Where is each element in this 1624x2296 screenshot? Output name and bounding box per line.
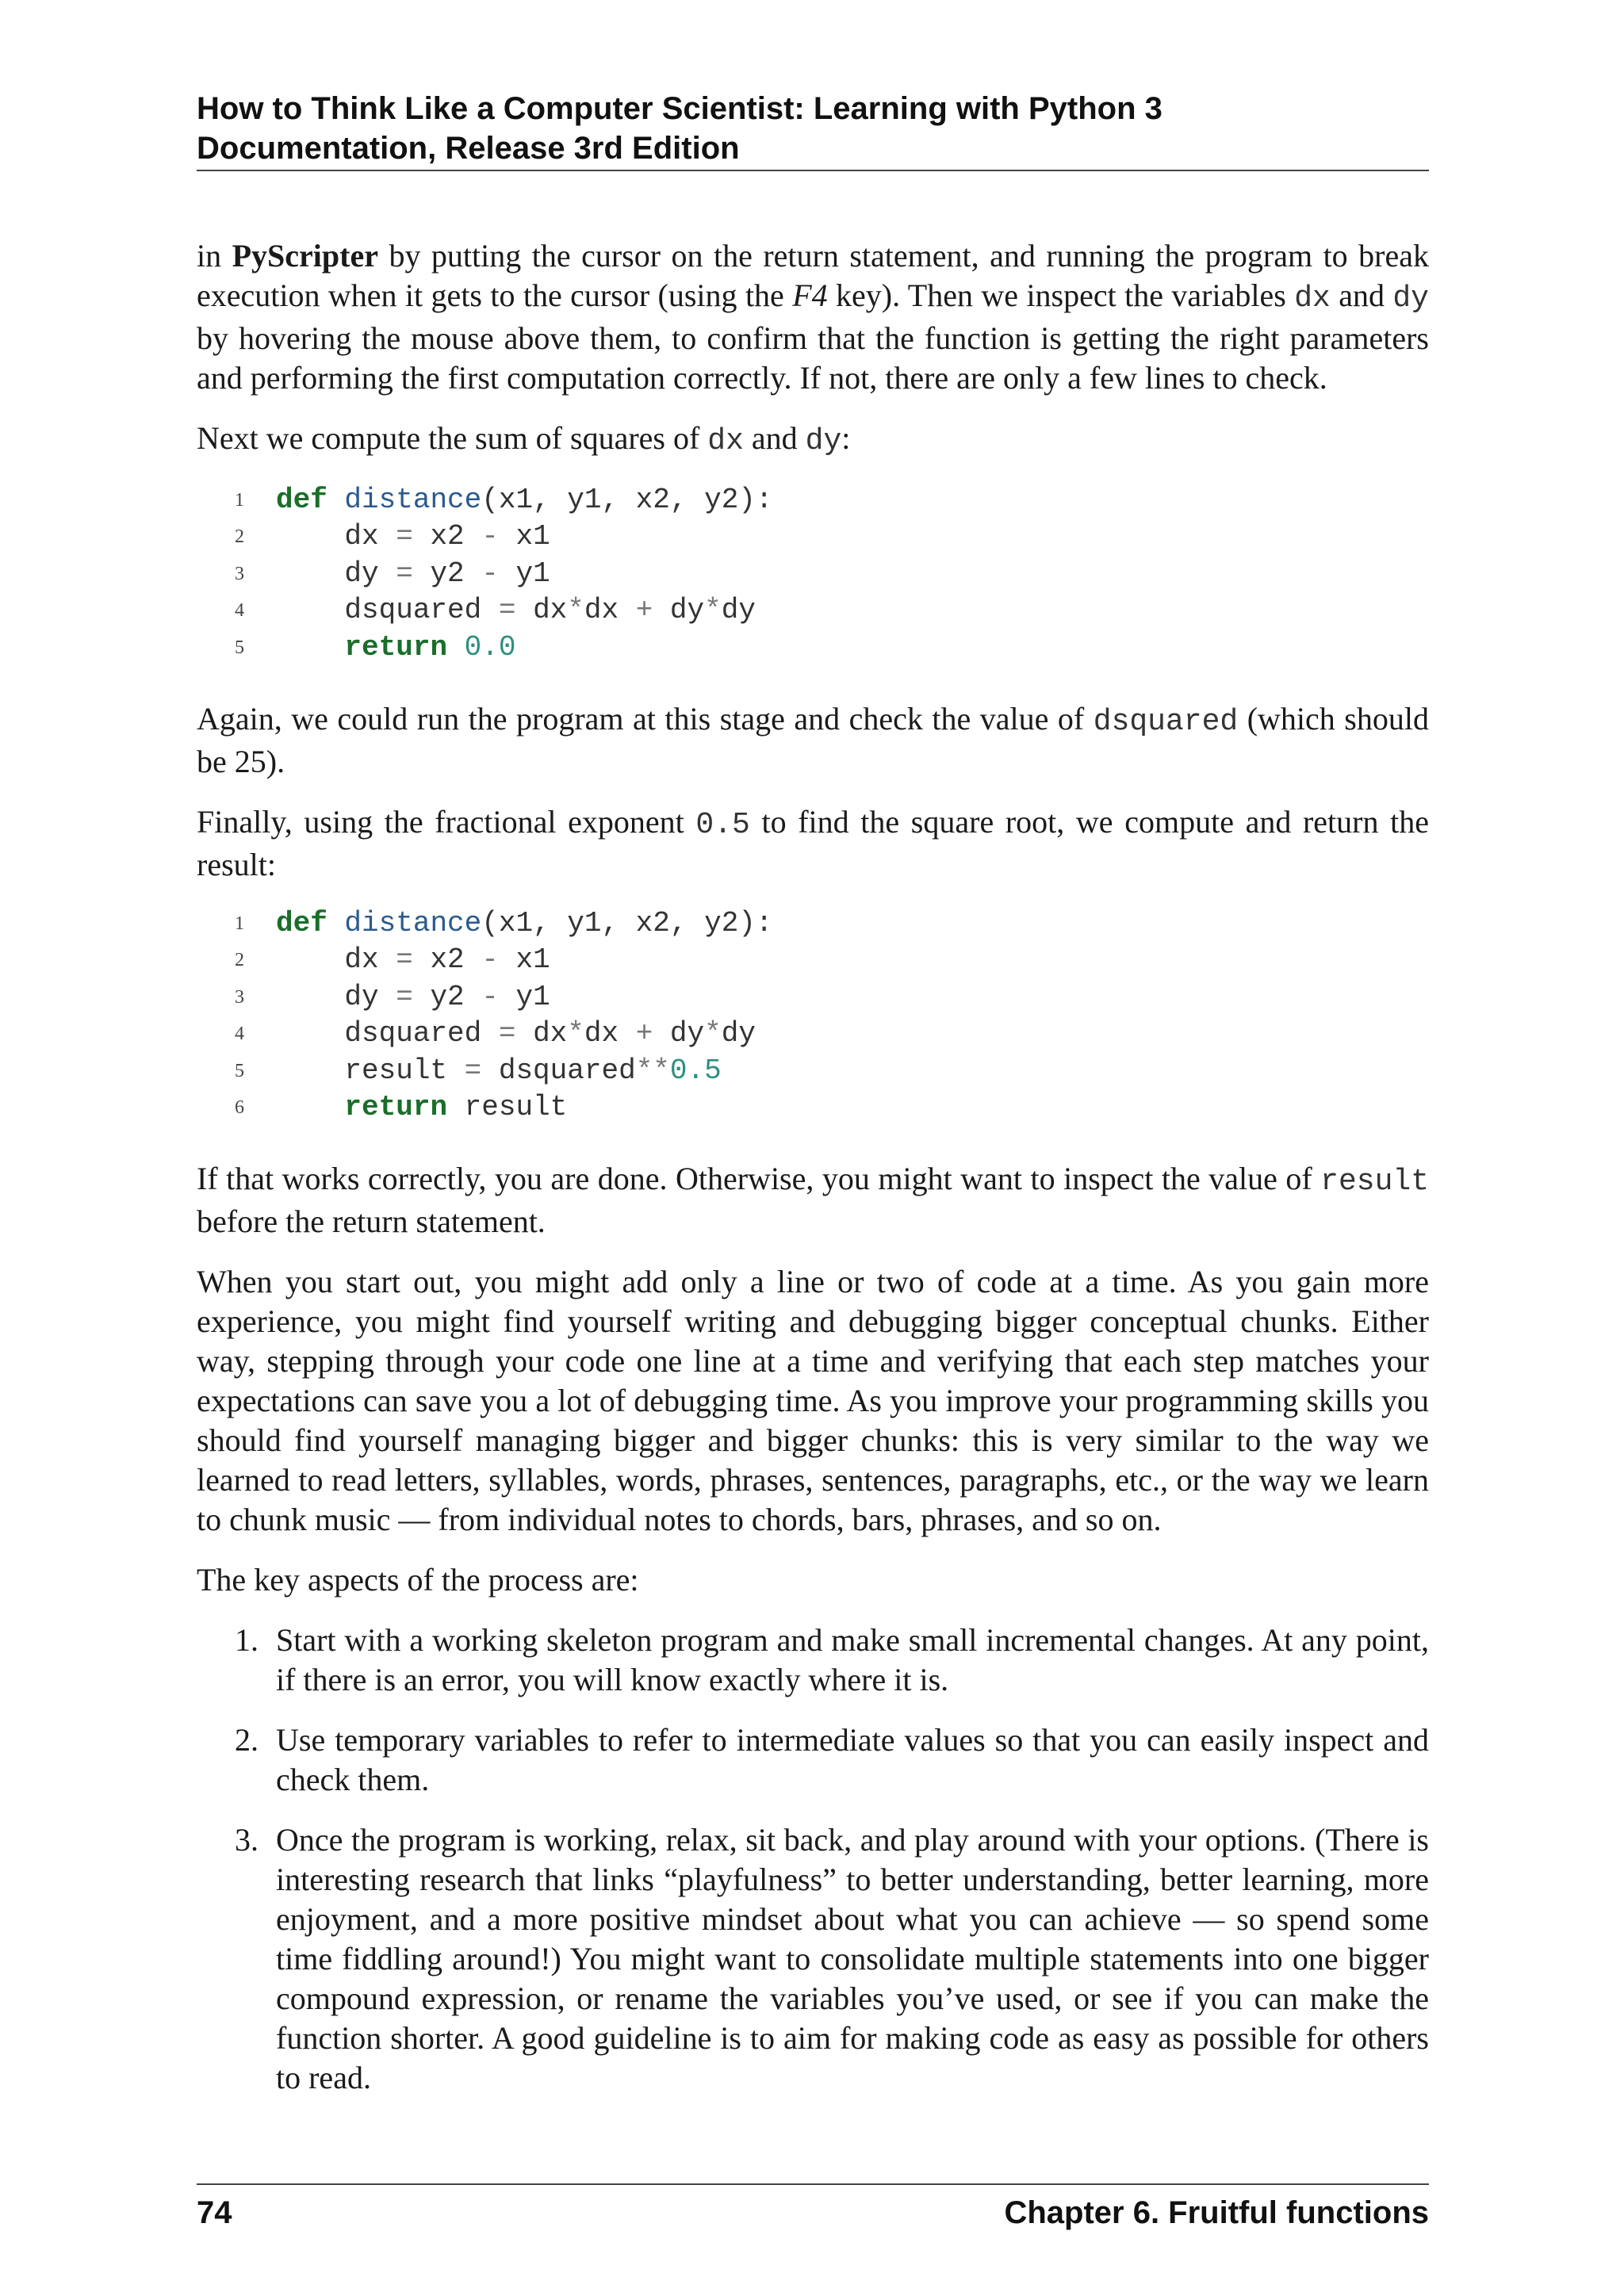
code-text: result — [276, 1054, 465, 1087]
paragraph-again — [197, 699, 1429, 782]
code-text: (x1, y1, x2, y2): — [481, 484, 773, 516]
operator: = — [396, 980, 413, 1013]
paragraph-start-out: When you start out, you might add only a line or two of code at a time. As you gain more experience, you might find yourself writing and debugging bigger conceptual chunks. Either way, stepping through your code one line at a time and verifying that each step matches your expectations can save you a lot of debugging time. As you improve your programming skills you should find yourself managing bigger and bigger chunks: this is very similar to the way we learned to read letters, syllables, words, phrases, sentences, paragraphs, etc., or the way we learn to chunk music — from individual notes to chords, bars, phrases, and so on. — [197, 1264, 1429, 1538]
line-number: 4 — [235, 1024, 244, 1045]
text: to find the square root, we compute and return the result: — [197, 804, 1430, 883]
operator: = — [498, 594, 516, 627]
code-text: dx — [584, 1017, 636, 1050]
code-text: x2 — [412, 520, 482, 553]
code-space — [447, 629, 465, 666]
code-text: result — [447, 1091, 568, 1124]
list-item — [197, 1720, 1429, 1800]
code-line — [197, 629, 1429, 666]
inline-code-dx: dx — [1294, 281, 1331, 316]
line-number: 5 — [235, 637, 244, 658]
operator: = — [498, 1017, 516, 1050]
line-number: 3 — [235, 563, 244, 584]
line-number: 1 — [235, 913, 244, 935]
running-header — [197, 89, 1429, 168]
operator: * — [567, 1017, 584, 1050]
paragraph-pyscripter — [197, 236, 1429, 398]
paragraph-sum-of-squares — [197, 419, 1429, 461]
text: before the return statement. — [197, 1203, 546, 1240]
code-text: dx — [515, 1017, 568, 1050]
text: Next we compute the sum of squares of — [197, 420, 708, 456]
code-text: dy — [653, 594, 705, 627]
list-item — [197, 1621, 1429, 1700]
process-steps-list — [197, 1621, 1429, 2098]
emphasis-f4-key: F4 — [792, 277, 828, 313]
code-text: y1 — [498, 980, 550, 1013]
code-text: dsquared — [481, 1054, 636, 1087]
text: Finally, using the fractional exponent — [197, 804, 696, 840]
function-name: distance — [344, 484, 482, 516]
code-text: dy — [653, 1017, 705, 1050]
code-indent — [276, 629, 344, 666]
operator: + — [635, 1017, 653, 1050]
code-text: y1 — [498, 557, 550, 590]
text: key). Then we inspect the variables — [827, 277, 1295, 313]
list-number: 3. — [235, 1822, 259, 1858]
code-line — [197, 1089, 1429, 1126]
line-number: 2 — [235, 526, 244, 548]
code-block-2 — [197, 905, 1429, 1126]
operator: + — [635, 594, 653, 627]
code-text: x1 — [498, 943, 550, 977]
code-indent — [276, 1089, 344, 1126]
line-number: 5 — [235, 1060, 244, 1081]
inline-code-dy: dy — [1392, 281, 1429, 316]
operator: = — [464, 1054, 482, 1087]
code-text: dx — [276, 943, 396, 977]
chapter-title: Chapter 6. Fruitful functions — [1004, 2195, 1429, 2230]
list-number: 2. — [235, 1722, 259, 1758]
code-line — [197, 942, 1429, 978]
operator: = — [396, 943, 413, 977]
keyword: def — [276, 484, 327, 516]
line-number: 2 — [235, 950, 244, 971]
number-literal: 0.0 — [464, 630, 516, 664]
code-text: dx — [584, 594, 636, 627]
function-name: distance — [344, 907, 482, 940]
text: Again, we could run the program at this stage and check the value of — [197, 701, 1094, 737]
inline-code-dx: dx — [707, 424, 744, 458]
header-title-line-2: Documentation, Release 3rd Edition — [197, 131, 740, 166]
inline-code-result: result — [1320, 1165, 1429, 1200]
inline-code-dy: dy — [805, 424, 842, 458]
keyword: return — [344, 1091, 448, 1124]
code-line — [197, 482, 1429, 519]
operator: - — [481, 943, 499, 977]
code-text: (x1, y1, x2, y2): — [481, 907, 773, 940]
line-number: 4 — [235, 600, 244, 622]
document-page — [197, 0, 1429, 2296]
code-text: x2 — [412, 943, 482, 977]
code-text: y2 — [412, 980, 482, 1013]
list-item — [197, 1820, 1429, 2098]
number-literal: 0.5 — [669, 1054, 722, 1087]
paragraph-key-aspects: The key aspects of the process are: — [197, 1562, 639, 1598]
code-line — [197, 556, 1429, 592]
keyword: return — [344, 630, 448, 664]
text: by hovering the mouse above them, to confirm that the function is getting the right parameters and performing the first computation correctly. If not, there are only a few lines to check. — [197, 320, 1429, 396]
inline-code-exponent: 0.5 — [695, 808, 750, 843]
code-text: dy — [721, 594, 756, 627]
code-text: dy — [276, 557, 396, 590]
code-text: dx — [276, 520, 396, 553]
text: by putting the cursor on the return statement, and running the program to break execution when it gets to the cursor (using the — [197, 238, 1429, 313]
code-line — [197, 905, 1429, 942]
code-text: dsquared — [276, 1017, 499, 1050]
code-line — [197, 1053, 1429, 1089]
code-line — [197, 1016, 1429, 1052]
code-line — [197, 592, 1429, 629]
line-number: 6 — [235, 1097, 244, 1119]
page-number: 74 — [197, 2195, 232, 2230]
code-text: dy — [721, 1017, 756, 1050]
code-text: dy — [276, 980, 396, 1013]
operator: = — [396, 520, 413, 553]
text: in — [197, 238, 232, 274]
line-number: 1 — [235, 490, 244, 511]
code-text: dx — [515, 594, 568, 627]
operator: - — [481, 520, 499, 553]
operator: * — [704, 1017, 722, 1050]
footer-rule — [197, 2183, 1429, 2185]
text: : — [841, 420, 851, 456]
text: (which should be 25). — [197, 701, 1429, 780]
operator: * — [567, 594, 584, 627]
strong-pyscripter: PyScripter — [232, 238, 378, 274]
line-number: 3 — [235, 986, 244, 1008]
operator: * — [704, 594, 722, 627]
paragraph-finally — [197, 802, 1429, 885]
page-body — [197, 236, 1429, 2118]
operator: ** — [635, 1054, 670, 1087]
header-rule — [197, 170, 1429, 171]
code-text: dsquared — [276, 594, 499, 627]
list-item-text: Once the program is working, relax, sit back, and play around with your options. (There is interesting research that links “playfulness” to better understanding, better learning, more enjoyment, and a more positive mindset about what you can achieve — so spend some time fiddling around!) You might want to consolidate multiple statements into one bigger compound expression, or rename the variables you’ve used, or see if you can make the function shorter. A good guideline is to aim for making code as easy as possible for others to read. — [276, 1822, 1429, 2096]
code-text: y2 — [412, 557, 482, 590]
list-item-text: Start with a working skeleton program and make small incremental changes. At any point, if there is an error, you will know exactly where it is. — [276, 1622, 1429, 1698]
text: and — [743, 420, 806, 456]
code-text: x1 — [498, 520, 550, 553]
keyword: def — [276, 907, 327, 940]
operator: - — [481, 557, 499, 590]
inline-code-dsquared: dsquared — [1093, 705, 1239, 740]
code-block-1 — [197, 482, 1429, 666]
text: If that works correctly, you are done. Otherwise, you might want to inspect the value of — [197, 1161, 1321, 1197]
running-footer — [197, 2193, 1429, 2233]
code-line — [197, 519, 1429, 555]
operator: = — [396, 557, 413, 590]
paragraph-if-works — [197, 1159, 1429, 1242]
code-line — [197, 979, 1429, 1016]
operator: - — [481, 980, 499, 1013]
list-number: 1. — [235, 1622, 259, 1659]
list-item-text: Use temporary variables to refer to intermediate values so that you can easily inspect and check them. — [276, 1722, 1429, 1798]
header-title-line-1: How to Think Like a Computer Scientist: Learning with Python 3 — [197, 91, 1162, 126]
text: and — [1330, 277, 1393, 313]
